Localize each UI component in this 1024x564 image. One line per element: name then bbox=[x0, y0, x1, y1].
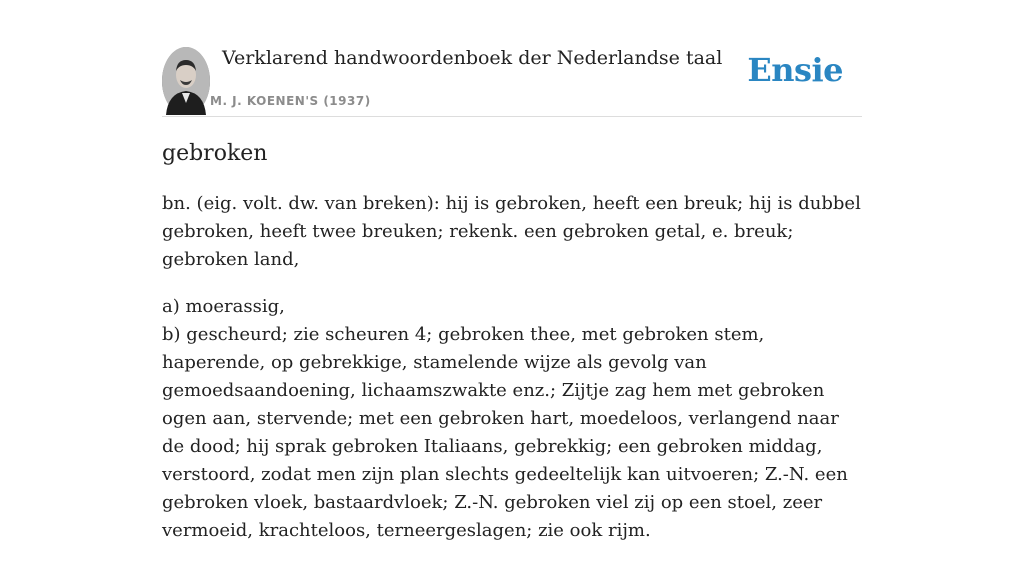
brand-logo-link[interactable]: Ensie bbox=[747, 51, 843, 89]
dictionary-author: M. J. KOENEN'S (1937) bbox=[210, 94, 371, 108]
sense-a: a) moerassig, bbox=[162, 296, 285, 317]
sense-b: b) gescheurd; zie scheuren 4; gebroken thee, met gebroken stem, haperende, op gebrekkige, stamelende wijze als gevolg van gemoedsaandoening, lichaamszwakte enz.; Zijtje zag hem met gebroken ogen aan, stervende; met een gebroken hart, moedeloos, verlangend naar de dood; hij sprak gebroken Italiaans, gebrekkig; een gebroken middag, verstoord, zodat men zijn plan slechts gedeeltelijk kan uitvoeren; Z.-N. een gebroken vloek, bastaardvloek; Z.-N. gebroken viel zij op een stoel, zeer vermoeid, krachteloos, terneergeslagen; zie ook rijm. bbox=[162, 324, 848, 541]
entry-definition: bn. (eig. volt. dw. van breken): hij is gebroken, heeft een breuk; hij is dubbel gebroken, heeft twee breuken; rekenk. een gebroken getal, e. breuk; gebroken land, bbox=[162, 193, 861, 270]
dictionary-title: Verklarend handwoordenboek der Nederlandse taal bbox=[222, 47, 723, 69]
entry-headword: gebroken bbox=[162, 141, 268, 166]
portrait-image bbox=[162, 47, 210, 115]
entry-senses bbox=[162, 293, 862, 545]
author-portrait bbox=[162, 47, 210, 115]
dictionary-header bbox=[162, 44, 862, 117]
dictionary-entry bbox=[162, 138, 862, 564]
